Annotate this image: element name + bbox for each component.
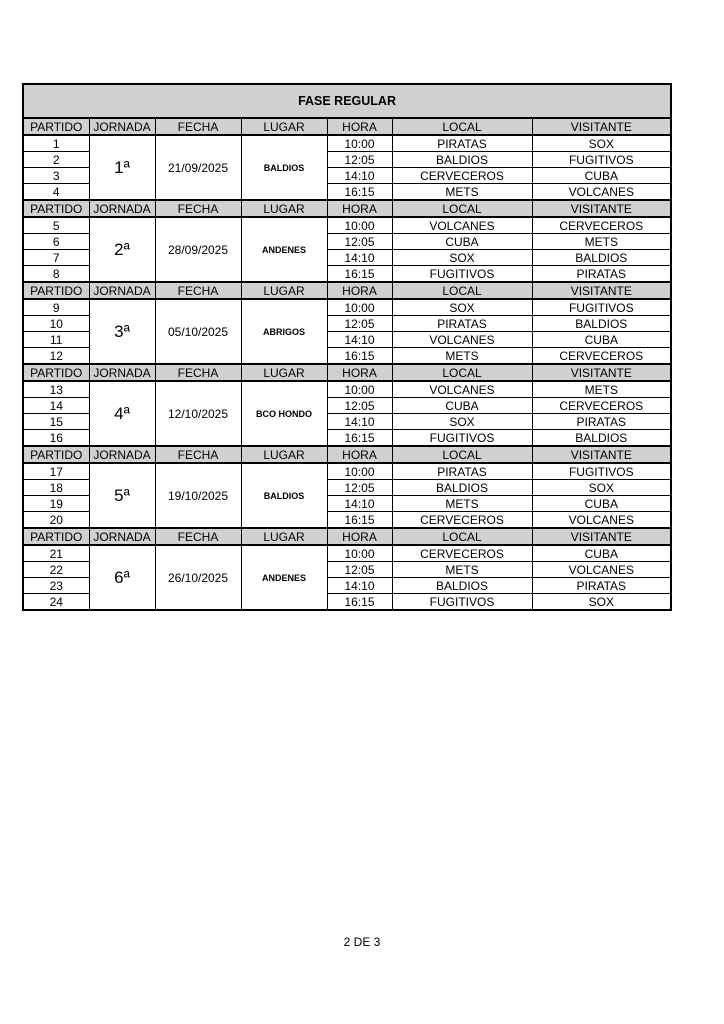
- visitante-cell: CERVECEROS: [532, 348, 671, 365]
- hora-cell: 14:10: [327, 332, 392, 348]
- jornada-cell: 6ª: [89, 545, 155, 610]
- hora-cell: 12:05: [327, 398, 392, 414]
- header-fecha: FECHA: [155, 528, 241, 545]
- header-visitante: VISITANTE: [532, 200, 671, 217]
- local-cell: FUGITIVOS: [392, 266, 532, 283]
- header-lugar: LUGAR: [241, 364, 327, 381]
- match-row: [23, 381, 671, 398]
- visitante-cell: SOX: [532, 480, 671, 496]
- hora-cell: 10:00: [327, 381, 392, 398]
- header-local: LOCAL: [392, 364, 532, 381]
- partido-cell: 18: [23, 480, 89, 496]
- lugar-cell: ANDENES: [241, 545, 327, 610]
- hora-cell: 14:10: [327, 250, 392, 266]
- lugar-cell: BALDIOS: [241, 135, 327, 200]
- hora-cell: 16:15: [327, 266, 392, 283]
- visitante-cell: VOLCANES: [532, 512, 671, 529]
- hora-cell: 16:15: [327, 594, 392, 611]
- local-cell: VOLCANES: [392, 217, 532, 234]
- header-row: [23, 364, 671, 381]
- local-cell: METS: [392, 348, 532, 365]
- header-local: LOCAL: [392, 528, 532, 545]
- partido-cell: 5: [23, 217, 89, 234]
- header-lugar: LUGAR: [241, 528, 327, 545]
- header-hora: HORA: [327, 200, 392, 217]
- visitante-cell: CERVECEROS: [532, 217, 671, 234]
- hora-cell: 10:00: [327, 135, 392, 152]
- match-row: [23, 217, 671, 234]
- visitante-cell: CERVECEROS: [532, 398, 671, 414]
- local-cell: CUBA: [392, 398, 532, 414]
- visitante-cell: BALDIOS: [532, 430, 671, 447]
- partido-cell: 19: [23, 496, 89, 512]
- header-fecha: FECHA: [155, 446, 241, 463]
- local-cell: SOX: [392, 250, 532, 266]
- visitante-cell: PIRATAS: [532, 578, 671, 594]
- lugar-cell: BCO HONDO: [241, 381, 327, 446]
- partido-cell: 20: [23, 512, 89, 529]
- jornada-cell: 1ª: [89, 135, 155, 200]
- title-row: [23, 84, 671, 118]
- visitante-cell: SOX: [532, 135, 671, 152]
- partido-cell: 10: [23, 316, 89, 332]
- hora-cell: 10:00: [327, 463, 392, 480]
- visitante-cell: METS: [532, 381, 671, 398]
- partido-cell: 12: [23, 348, 89, 365]
- local-cell: BALDIOS: [392, 480, 532, 496]
- visitante-cell: FUGITIVOS: [532, 463, 671, 480]
- partido-cell: 17: [23, 463, 89, 480]
- header-jornada: JORNADA: [89, 200, 155, 217]
- partido-cell: 22: [23, 562, 89, 578]
- visitante-cell: CUBA: [532, 545, 671, 562]
- visitante-cell: FUGITIVOS: [532, 299, 671, 316]
- header-row: [23, 200, 671, 217]
- jornada-cell: 3ª: [89, 299, 155, 364]
- local-cell: CERVECEROS: [392, 545, 532, 562]
- header-fecha: FECHA: [155, 364, 241, 381]
- partido-cell: 7: [23, 250, 89, 266]
- local-cell: BALDIOS: [392, 578, 532, 594]
- match-row: [23, 135, 671, 152]
- partido-cell: 15: [23, 414, 89, 430]
- partido-cell: 11: [23, 332, 89, 348]
- hora-cell: 12:05: [327, 480, 392, 496]
- header-row: [23, 282, 671, 299]
- partido-cell: 1: [23, 135, 89, 152]
- header-hora: HORA: [327, 446, 392, 463]
- header-fecha: FECHA: [155, 282, 241, 299]
- hora-cell: 12:05: [327, 234, 392, 250]
- match-row: [23, 299, 671, 316]
- local-cell: SOX: [392, 299, 532, 316]
- table-title: FASE REGULAR: [23, 84, 671, 118]
- jornada-cell: 2ª: [89, 217, 155, 282]
- local-cell: PIRATAS: [392, 135, 532, 152]
- header-fecha: FECHA: [155, 118, 241, 135]
- schedule-table: [22, 83, 672, 611]
- page-number: 2 DE 3: [343, 935, 381, 949]
- header-jornada: JORNADA: [89, 528, 155, 545]
- hora-cell: 10:00: [327, 299, 392, 316]
- header-fecha: FECHA: [155, 200, 241, 217]
- fecha-cell: 26/10/2025: [155, 545, 241, 610]
- local-cell: BALDIOS: [392, 152, 532, 168]
- header-partido: PARTIDO: [23, 446, 89, 463]
- header-local: LOCAL: [392, 118, 532, 135]
- local-cell: CERVECEROS: [392, 512, 532, 529]
- hora-cell: 12:05: [327, 562, 392, 578]
- local-cell: SOX: [392, 414, 532, 430]
- match-row: [23, 463, 671, 480]
- header-visitante: VISITANTE: [532, 282, 671, 299]
- header-lugar: LUGAR: [241, 118, 327, 135]
- fecha-cell: 19/10/2025: [155, 463, 241, 528]
- header-hora: HORA: [327, 528, 392, 545]
- header-partido: PARTIDO: [23, 364, 89, 381]
- partido-cell: 2: [23, 152, 89, 168]
- header-partido: PARTIDO: [23, 200, 89, 217]
- hora-cell: 14:10: [327, 168, 392, 184]
- hora-cell: 12:05: [327, 152, 392, 168]
- local-cell: CUBA: [392, 234, 532, 250]
- local-cell: PIRATAS: [392, 316, 532, 332]
- visitante-cell: BALDIOS: [532, 316, 671, 332]
- visitante-cell: METS: [532, 234, 671, 250]
- local-cell: CERVECEROS: [392, 168, 532, 184]
- header-row: [23, 446, 671, 463]
- header-lugar: LUGAR: [241, 200, 327, 217]
- local-cell: FUGITIVOS: [392, 430, 532, 447]
- header-visitante: VISITANTE: [532, 364, 671, 381]
- visitante-cell: VOLCANES: [532, 562, 671, 578]
- visitante-cell: PIRATAS: [532, 414, 671, 430]
- hora-cell: 16:15: [327, 430, 392, 447]
- partido-cell: 4: [23, 184, 89, 201]
- partido-cell: 24: [23, 594, 89, 611]
- header-jornada: JORNADA: [89, 118, 155, 135]
- visitante-cell: CUBA: [532, 496, 671, 512]
- visitante-cell: BALDIOS: [532, 250, 671, 266]
- partido-cell: 8: [23, 266, 89, 283]
- fecha-cell: 21/09/2025: [155, 135, 241, 200]
- hora-cell: 12:05: [327, 316, 392, 332]
- hora-cell: 16:15: [327, 184, 392, 201]
- hora-cell: 14:10: [327, 414, 392, 430]
- visitante-cell: VOLCANES: [532, 184, 671, 201]
- header-hora: HORA: [327, 282, 392, 299]
- partido-cell: 14: [23, 398, 89, 414]
- hora-cell: 16:15: [327, 348, 392, 365]
- local-cell: PIRATAS: [392, 463, 532, 480]
- partido-cell: 13: [23, 381, 89, 398]
- local-cell: METS: [392, 562, 532, 578]
- partido-cell: 16: [23, 430, 89, 447]
- lugar-cell: ANDENES: [241, 217, 327, 282]
- header-local: LOCAL: [392, 200, 532, 217]
- lugar-cell: BALDIOS: [241, 463, 327, 528]
- hora-cell: 16:15: [327, 512, 392, 529]
- header-row: [23, 118, 671, 135]
- hora-cell: 10:00: [327, 217, 392, 234]
- header-row: [23, 528, 671, 545]
- partido-cell: 6: [23, 234, 89, 250]
- visitante-cell: CUBA: [532, 168, 671, 184]
- header-hora: HORA: [327, 364, 392, 381]
- header-partido: PARTIDO: [23, 282, 89, 299]
- header-jornada: JORNADA: [89, 282, 155, 299]
- hora-cell: 14:10: [327, 496, 392, 512]
- header-local: LOCAL: [392, 446, 532, 463]
- jornada-cell: 4ª: [89, 381, 155, 446]
- header-visitante: VISITANTE: [532, 528, 671, 545]
- lugar-cell: ABRIGOS: [241, 299, 327, 364]
- local-cell: METS: [392, 184, 532, 201]
- header-jornada: JORNADA: [89, 364, 155, 381]
- local-cell: METS: [392, 496, 532, 512]
- partido-cell: 21: [23, 545, 89, 562]
- header-local: LOCAL: [392, 282, 532, 299]
- partido-cell: 23: [23, 578, 89, 594]
- header-partido: PARTIDO: [23, 118, 89, 135]
- header-hora: HORA: [327, 118, 392, 135]
- header-lugar: LUGAR: [241, 446, 327, 463]
- header-jornada: JORNADA: [89, 446, 155, 463]
- header-visitante: VISITANTE: [532, 446, 671, 463]
- hora-cell: 10:00: [327, 545, 392, 562]
- header-lugar: LUGAR: [241, 282, 327, 299]
- fecha-cell: 12/10/2025: [155, 381, 241, 446]
- local-cell: VOLCANES: [392, 332, 532, 348]
- visitante-cell: PIRATAS: [532, 266, 671, 283]
- fecha-cell: 05/10/2025: [155, 299, 241, 364]
- visitante-cell: SOX: [532, 594, 671, 611]
- visitante-cell: FUGITIVOS: [532, 152, 671, 168]
- visitante-cell: CUBA: [532, 332, 671, 348]
- hora-cell: 14:10: [327, 578, 392, 594]
- header-visitante: VISITANTE: [532, 118, 671, 135]
- local-cell: FUGITIVOS: [392, 594, 532, 611]
- partido-cell: 3: [23, 168, 89, 184]
- jornada-cell: 5ª: [89, 463, 155, 528]
- local-cell: VOLCANES: [392, 381, 532, 398]
- partido-cell: 9: [23, 299, 89, 316]
- match-row: [23, 545, 671, 562]
- fecha-cell: 28/09/2025: [155, 217, 241, 282]
- header-partido: PARTIDO: [23, 528, 89, 545]
